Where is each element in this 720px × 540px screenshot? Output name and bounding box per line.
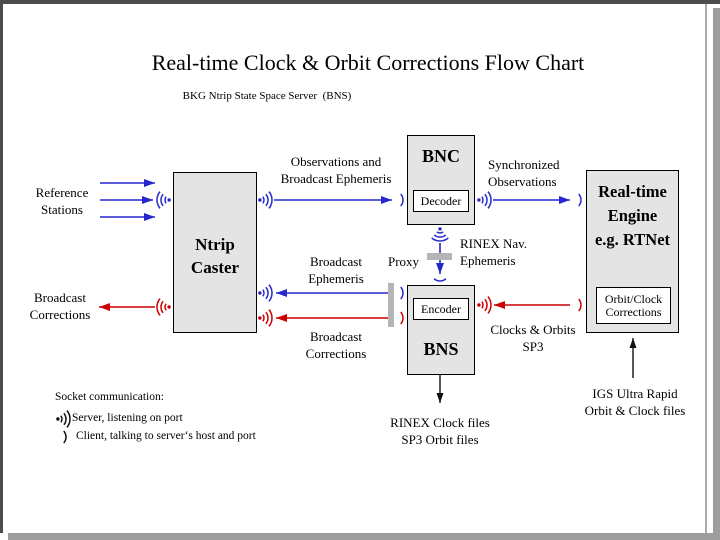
box-encoder: Encoder (413, 298, 469, 320)
server-socket-icon (56, 411, 70, 428)
label-synchronized-observations: Synchronized Observations (488, 157, 560, 189)
legend-title: Socket communication: (55, 391, 164, 403)
box-ntrip-caster (173, 172, 257, 333)
frame-left-border (0, 0, 3, 533)
frame-right-shadow (713, 8, 720, 540)
box-ntrip-caster-label: Ntrip Caster (190, 235, 240, 277)
client-socket-icon (579, 194, 581, 206)
label-reference-stations: Reference Stations (35, 185, 89, 217)
client-socket-icon (401, 287, 403, 299)
client-socket-icon (579, 299, 581, 311)
page-subtitle: BKG Ntrip State Space Server (BNS) (182, 90, 352, 102)
label-observations: Observations and Broadcast Ephemeris (280, 154, 392, 186)
client-socket-icon (401, 194, 403, 206)
legend-server-label: Server, listening on port (72, 412, 183, 424)
proxy-bar-vertical (388, 283, 394, 327)
label-rinex-nav-ephemeris: RINEX Nav. Ephemeris (460, 236, 528, 268)
label-rinex-clock-files: RINEX Clock files SP3 Orbit files (390, 415, 490, 447)
page-title: Real-time Clock & Orbit Corrections Flow Chart (151, 50, 585, 75)
box-decoder: Decoder (413, 190, 469, 212)
server-socket-icon (157, 192, 171, 209)
server-socket-icon (258, 192, 272, 209)
box-realtime-engine (586, 170, 679, 333)
server-socket-icon (477, 297, 491, 314)
client-socket-icon (434, 279, 446, 281)
legend-client-label: Client, talking to server‘s host and port (76, 430, 256, 442)
box-bnc (407, 135, 475, 225)
box-bns (407, 285, 475, 375)
label-proxy: Proxy (388, 254, 420, 269)
server-socket-icon (432, 227, 449, 241)
server-socket-icon (477, 192, 491, 209)
label-broadcast-ephemeris-mid: Broadcast Ephemeris (308, 254, 364, 286)
frame-bottom-shadow (8, 533, 720, 540)
server-socket-icon (258, 310, 272, 327)
box-realtime-engine-label: Real-time Engine e.g. RTNet (594, 182, 671, 249)
server-socket-icon (258, 285, 272, 302)
server-socket-icon (157, 299, 171, 316)
slide-edge-line (705, 4, 707, 533)
box-bns-label: BNS (423, 339, 459, 359)
label-clocks-orbits-sp3: Clocks & Orbits SP3 (490, 322, 576, 354)
box-bnc-label: BNC (421, 146, 460, 166)
box-orbit-clock-corrections: Orbit/Clock Corrections (596, 287, 671, 324)
label-broadcast-corrections-left: Broadcast Corrections (29, 290, 91, 322)
client-socket-icon (401, 312, 403, 324)
label-igs-ultra-rapid: IGS Ultra Rapid Orbit & Clock files (584, 386, 686, 418)
frame-top-border (0, 0, 720, 4)
label-broadcast-corrections-mid: Broadcast Corrections (305, 329, 367, 361)
client-socket-icon (64, 431, 66, 443)
